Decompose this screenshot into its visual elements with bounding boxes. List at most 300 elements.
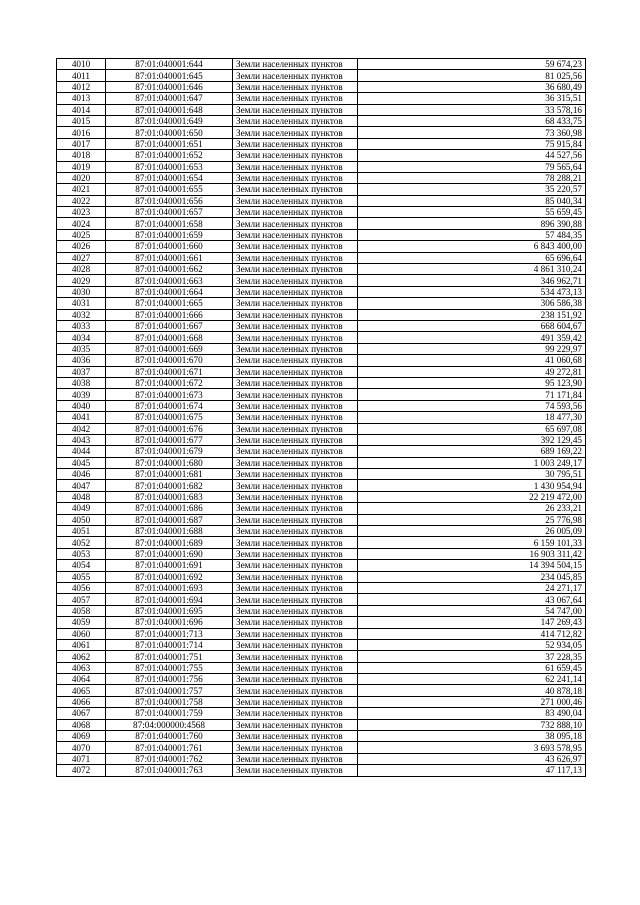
cadastral-value-cell: 3 693 578,95 xyxy=(358,742,586,753)
cadastral-number-cell: 87:01:040001:714 xyxy=(106,639,233,650)
cadastral-number-cell: 87:01:040001:671 xyxy=(106,366,233,377)
row-number-cell: 4054 xyxy=(57,560,106,571)
land-category-cell: Земли населенных пунктов xyxy=(233,343,358,354)
table-row xyxy=(57,628,586,639)
cadastral-value-cell: 55 659,45 xyxy=(358,207,586,218)
land-category-cell: Земли населенных пунктов xyxy=(233,59,358,70)
cadastral-value-cell: 61 659,45 xyxy=(358,662,586,673)
table-row xyxy=(57,719,586,730)
row-number-cell: 4013 xyxy=(57,93,106,104)
cadastral-value-cell: 71 171,84 xyxy=(358,389,586,400)
cadastral-number-cell: 87:01:040001:657 xyxy=(106,207,233,218)
row-number-cell: 4024 xyxy=(57,218,106,229)
cadastral-value-cell: 85 040,34 xyxy=(358,195,586,206)
cadastral-number-cell: 87:01:040001:690 xyxy=(106,548,233,559)
cadastral-number-cell: 87:01:040001:759 xyxy=(106,708,233,719)
table-row xyxy=(57,742,586,753)
cadastral-number-cell: 87:01:040001:677 xyxy=(106,434,233,445)
row-number-cell: 4060 xyxy=(57,628,106,639)
land-category-cell: Земли населенных пунктов xyxy=(233,605,358,616)
table-row xyxy=(57,195,586,206)
cadastral-number-cell: 87:01:040001:669 xyxy=(106,343,233,354)
row-number-cell: 4050 xyxy=(57,514,106,525)
row-number-cell: 4043 xyxy=(57,434,106,445)
table-row xyxy=(57,685,586,696)
row-number-cell: 4048 xyxy=(57,491,106,502)
row-number-cell: 4070 xyxy=(57,742,106,753)
row-number-cell: 4069 xyxy=(57,731,106,742)
row-number-cell: 4055 xyxy=(57,571,106,582)
cadastral-number-cell: 87:01:040001:696 xyxy=(106,617,233,628)
land-category-cell: Земли населенных пунктов xyxy=(233,469,358,480)
cadastral-number-cell: 87:01:040001:758 xyxy=(106,696,233,707)
cadastral-number-cell: 87:01:040001:713 xyxy=(106,628,233,639)
land-category-cell: Земли населенных пунктов xyxy=(233,708,358,719)
cadastral-number-cell: 87:01:040001:760 xyxy=(106,731,233,742)
cadastral-value-cell: 238 151,92 xyxy=(358,309,586,320)
table-row xyxy=(57,446,586,457)
land-category-cell: Земли населенных пунктов xyxy=(233,218,358,229)
cadastral-number-cell: 87:01:040001:755 xyxy=(106,662,233,673)
table-row xyxy=(57,377,586,388)
cadastral-number-cell: 87:01:040001:693 xyxy=(106,582,233,593)
cadastral-value-cell: 534 473,13 xyxy=(358,286,586,297)
land-category-cell: Земли населенных пунктов xyxy=(233,731,358,742)
cadastral-value-cell: 81 025,56 xyxy=(358,70,586,81)
row-number-cell: 4032 xyxy=(57,309,106,320)
cadastral-number-cell: 87:01:040001:653 xyxy=(106,161,233,172)
cadastral-value-cell: 689 169,22 xyxy=(358,446,586,457)
cadastral-value-cell: 62 241,14 xyxy=(358,674,586,685)
cadastral-number-cell: 87:01:040001:667 xyxy=(106,320,233,331)
land-category-cell: Земли населенных пунктов xyxy=(233,753,358,764)
land-category-cell: Земли населенных пунктов xyxy=(233,275,358,286)
row-number-cell: 4015 xyxy=(57,115,106,126)
table-row xyxy=(57,526,586,537)
cadastral-number-cell: 87:01:040001:694 xyxy=(106,594,233,605)
land-category-cell: Земли населенных пунктов xyxy=(233,172,358,183)
land-category-cell: Земли населенных пунктов xyxy=(233,526,358,537)
cadastral-value-cell: 78 288,21 xyxy=(358,172,586,183)
land-category-cell: Земли населенных пунктов xyxy=(233,286,358,297)
land-category-cell: Земли населенных пунктов xyxy=(233,264,358,275)
cadastral-number-cell: 87:01:040001:645 xyxy=(106,70,233,81)
table-row xyxy=(57,514,586,525)
cadastral-number-cell: 87:01:040001:666 xyxy=(106,309,233,320)
table-row xyxy=(57,309,586,320)
land-category-cell: Земли населенных пунктов xyxy=(233,674,358,685)
table-row xyxy=(57,639,586,650)
row-number-cell: 4034 xyxy=(57,332,106,343)
cadastral-number-cell: 87:01:040001:692 xyxy=(106,571,233,582)
land-category-cell: Земли населенных пунктов xyxy=(233,366,358,377)
cadastral-value-cell: 37 228,35 xyxy=(358,651,586,662)
row-number-cell: 4022 xyxy=(57,195,106,206)
cadastral-number-cell: 87:01:040001:761 xyxy=(106,742,233,753)
table-row xyxy=(57,207,586,218)
row-number-cell: 4012 xyxy=(57,81,106,92)
table-row xyxy=(57,389,586,400)
row-number-cell: 4072 xyxy=(57,765,106,776)
cadastral-value-cell: 18 477,30 xyxy=(358,412,586,423)
cadastral-number-cell: 87:01:040001:654 xyxy=(106,172,233,183)
row-number-cell: 4030 xyxy=(57,286,106,297)
row-number-cell: 4042 xyxy=(57,423,106,434)
table-row xyxy=(57,696,586,707)
row-number-cell: 4014 xyxy=(57,104,106,115)
table-row xyxy=(57,412,586,423)
cadastral-number-cell: 87:01:040001:691 xyxy=(106,560,233,571)
table-row xyxy=(57,275,586,286)
cadastral-number-cell: 87:01:040001:656 xyxy=(106,195,233,206)
land-category-cell: Земли населенных пунктов xyxy=(233,93,358,104)
row-number-cell: 4016 xyxy=(57,127,106,138)
cadastral-value-cell: 99 229,97 xyxy=(358,343,586,354)
cadastral-number-cell: 87:01:040001:686 xyxy=(106,503,233,514)
cadastral-value-cell: 896 390,88 xyxy=(358,218,586,229)
cadastral-number-cell: 87:01:040001:688 xyxy=(106,526,233,537)
land-category-cell: Земли населенных пунктов xyxy=(233,184,358,195)
cadastral-value-cell: 33 578,16 xyxy=(358,104,586,115)
land-category-cell: Земли населенных пунктов xyxy=(233,195,358,206)
cadastral-number-cell: 87:01:040001:651 xyxy=(106,138,233,149)
land-category-cell: Земли населенных пунктов xyxy=(233,161,358,172)
land-category-cell: Земли населенных пунктов xyxy=(233,320,358,331)
land-category-cell: Земли населенных пунктов xyxy=(233,582,358,593)
land-category-cell: Земли населенных пунктов xyxy=(233,150,358,161)
cadastral-value-cell: 57 484,35 xyxy=(358,229,586,240)
table-row xyxy=(57,582,586,593)
table-row xyxy=(57,594,586,605)
cadastral-value-cell: 65 696,64 xyxy=(358,252,586,263)
cadastral-value-cell: 83 490,04 xyxy=(358,708,586,719)
cadastral-value-cell: 346 962,71 xyxy=(358,275,586,286)
land-category-cell: Земли населенных пунктов xyxy=(233,639,358,650)
cadastral-value-cell: 65 697,08 xyxy=(358,423,586,434)
land-category-cell: Земли населенных пунктов xyxy=(233,446,358,457)
cadastral-number-cell: 87:01:040001:648 xyxy=(106,104,233,115)
cadastral-number-cell: 87:01:040001:679 xyxy=(106,446,233,457)
land-category-cell: Земли населенных пунктов xyxy=(233,560,358,571)
table-row xyxy=(57,434,586,445)
cadastral-value-cell: 414 712,82 xyxy=(358,628,586,639)
cadastral-value-cell: 14 394 504,15 xyxy=(358,560,586,571)
table-row xyxy=(57,59,586,70)
row-number-cell: 4021 xyxy=(57,184,106,195)
land-category-cell: Земли населенных пунктов xyxy=(233,241,358,252)
cadastral-number-cell: 87:01:040001:670 xyxy=(106,355,233,366)
cadastral-number-cell: 87:01:040001:673 xyxy=(106,389,233,400)
land-category-cell: Земли населенных пунктов xyxy=(233,298,358,309)
row-number-cell: 4010 xyxy=(57,59,106,70)
row-number-cell: 4059 xyxy=(57,617,106,628)
table-row xyxy=(57,138,586,149)
cadastral-number-cell: 87:01:040001:661 xyxy=(106,252,233,263)
row-number-cell: 4047 xyxy=(57,480,106,491)
row-number-cell: 4064 xyxy=(57,674,106,685)
cadastral-value-cell: 68 433,75 xyxy=(358,115,586,126)
cadastral-value-cell: 36 315,51 xyxy=(358,93,586,104)
row-number-cell: 4035 xyxy=(57,343,106,354)
table-row xyxy=(57,252,586,263)
land-category-cell: Земли населенных пунктов xyxy=(233,503,358,514)
cadastral-value-cell: 35 220,57 xyxy=(358,184,586,195)
table-row xyxy=(57,127,586,138)
land-category-cell: Земли населенных пунктов xyxy=(233,719,358,730)
land-category-cell: Земли населенных пунктов xyxy=(233,207,358,218)
row-number-cell: 4049 xyxy=(57,503,106,514)
land-category-cell: Земли населенных пунктов xyxy=(233,412,358,423)
cadastral-number-cell: 87:01:040001:647 xyxy=(106,93,233,104)
cadastral-value-cell: 49 272,81 xyxy=(358,366,586,377)
row-number-cell: 4018 xyxy=(57,150,106,161)
table-row xyxy=(57,229,586,240)
land-category-cell: Земли населенных пунктов xyxy=(233,81,358,92)
land-category-cell: Земли населенных пунктов xyxy=(233,571,358,582)
table-row xyxy=(57,708,586,719)
cadastral-value-cell: 52 934,05 xyxy=(358,639,586,650)
cadastral-number-cell: 87:01:040001:751 xyxy=(106,651,233,662)
cadastral-value-cell: 24 271,17 xyxy=(358,582,586,593)
table-row xyxy=(57,651,586,662)
table-row xyxy=(57,184,586,195)
row-number-cell: 4017 xyxy=(57,138,106,149)
row-number-cell: 4023 xyxy=(57,207,106,218)
table-row xyxy=(57,70,586,81)
row-number-cell: 4027 xyxy=(57,252,106,263)
table-row xyxy=(57,241,586,252)
table-row xyxy=(57,480,586,491)
row-number-cell: 4033 xyxy=(57,320,106,331)
row-number-cell: 4044 xyxy=(57,446,106,457)
row-number-cell: 4057 xyxy=(57,594,106,605)
land-category-cell: Земли населенных пунктов xyxy=(233,628,358,639)
land-category-cell: Земли населенных пунктов xyxy=(233,252,358,263)
cadastral-value-cell: 44 527,56 xyxy=(358,150,586,161)
row-number-cell: 4039 xyxy=(57,389,106,400)
table-row xyxy=(57,93,586,104)
cadastral-value-cell: 491 359,42 xyxy=(358,332,586,343)
land-category-cell: Земли населенных пунктов xyxy=(233,377,358,388)
cadastral-value-cell: 732 888,10 xyxy=(358,719,586,730)
table-row xyxy=(57,491,586,502)
cadastral-number-cell: 87:01:040001:664 xyxy=(106,286,233,297)
cadastral-value-cell: 25 776,98 xyxy=(358,514,586,525)
table-row xyxy=(57,605,586,616)
land-category-cell: Земли населенных пунктов xyxy=(233,537,358,548)
cadastral-value-cell: 75 915,84 xyxy=(358,138,586,149)
cadastral-value-cell: 79 565,64 xyxy=(358,161,586,172)
row-number-cell: 4045 xyxy=(57,457,106,468)
cadastral-value-cell: 147 269,43 xyxy=(358,617,586,628)
row-number-cell: 4026 xyxy=(57,241,106,252)
cadastral-number-cell: 87:01:040001:659 xyxy=(106,229,233,240)
table-row xyxy=(57,355,586,366)
land-category-cell: Земли населенных пунктов xyxy=(233,685,358,696)
cadastral-number-cell: 87:01:040001:676 xyxy=(106,423,233,434)
cadastral-value-cell: 43 626,97 xyxy=(358,753,586,764)
row-number-cell: 4025 xyxy=(57,229,106,240)
cadastral-number-cell: 87:01:040001:762 xyxy=(106,753,233,764)
cadastral-value-cell: 30 795,51 xyxy=(358,469,586,480)
row-number-cell: 4040 xyxy=(57,400,106,411)
table-row xyxy=(57,537,586,548)
table-row xyxy=(57,218,586,229)
cadastral-value-cell: 47 117,13 xyxy=(358,765,586,776)
land-category-cell: Земли населенных пунктов xyxy=(233,332,358,343)
cadastral-value-cell: 43 067,64 xyxy=(358,594,586,605)
cadastral-value-cell: 668 604,67 xyxy=(358,320,586,331)
land-category-cell: Земли населенных пунктов xyxy=(233,480,358,491)
row-number-cell: 4065 xyxy=(57,685,106,696)
row-number-cell: 4067 xyxy=(57,708,106,719)
table-row xyxy=(57,320,586,331)
table-row xyxy=(57,332,586,343)
cadastral-number-cell: 87:01:040001:695 xyxy=(106,605,233,616)
row-number-cell: 4019 xyxy=(57,161,106,172)
table-row xyxy=(57,366,586,377)
land-category-cell: Земли населенных пунктов xyxy=(233,594,358,605)
land-category-cell: Земли населенных пунктов xyxy=(233,104,358,115)
row-number-cell: 4036 xyxy=(57,355,106,366)
row-number-cell: 4038 xyxy=(57,377,106,388)
land-category-cell: Земли населенных пунктов xyxy=(233,651,358,662)
row-number-cell: 4011 xyxy=(57,70,106,81)
cadastral-number-cell: 87:01:040001:658 xyxy=(106,218,233,229)
row-number-cell: 4046 xyxy=(57,469,106,480)
land-category-cell: Земли населенных пунктов xyxy=(233,514,358,525)
table-row xyxy=(57,731,586,742)
table-row xyxy=(57,457,586,468)
cadastral-number-cell: 87:01:040001:683 xyxy=(106,491,233,502)
cadastral-number-cell: 87:01:040001:689 xyxy=(106,537,233,548)
cadastral-number-cell: 87:01:040001:674 xyxy=(106,400,233,411)
row-number-cell: 4028 xyxy=(57,264,106,275)
cadastral-number-cell: 87:01:040001:680 xyxy=(106,457,233,468)
row-number-cell: 4031 xyxy=(57,298,106,309)
row-number-cell: 4041 xyxy=(57,412,106,423)
table-row xyxy=(57,662,586,673)
land-category-cell: Земли населенных пунктов xyxy=(233,491,358,502)
cadastral-number-cell: 87:01:040001:756 xyxy=(106,674,233,685)
cadastral-number-cell: 87:01:040001:757 xyxy=(106,685,233,696)
table-row xyxy=(57,264,586,275)
land-category-cell: Земли населенных пунктов xyxy=(233,696,358,707)
row-number-cell: 4063 xyxy=(57,662,106,673)
cadastral-value-cell: 40 878,18 xyxy=(358,685,586,696)
land-category-cell: Земли населенных пунктов xyxy=(233,127,358,138)
row-number-cell: 4062 xyxy=(57,651,106,662)
cadastral-value-cell: 4 861 310,24 xyxy=(358,264,586,275)
row-number-cell: 4020 xyxy=(57,172,106,183)
land-category-cell: Земли населенных пунктов xyxy=(233,355,358,366)
cadastral-value-cell: 6 843 400,00 xyxy=(358,241,586,252)
cadastral-value-cell: 36 680,49 xyxy=(358,81,586,92)
cadastral-value-cell: 54 747,00 xyxy=(358,605,586,616)
land-category-cell: Земли населенных пунктов xyxy=(233,389,358,400)
table-body xyxy=(57,59,586,777)
land-category-cell: Земли населенных пунктов xyxy=(233,617,358,628)
table-row xyxy=(57,753,586,764)
cadastral-value-cell: 73 360,98 xyxy=(358,127,586,138)
land-category-cell: Земли населенных пунктов xyxy=(233,434,358,445)
land-category-cell: Земли населенных пунктов xyxy=(233,400,358,411)
table-row xyxy=(57,400,586,411)
row-number-cell: 4058 xyxy=(57,605,106,616)
cadastral-number-cell: 87:01:040001:682 xyxy=(106,480,233,491)
cadastral-number-cell: 87:01:040001:646 xyxy=(106,81,233,92)
cadastral-value-cell: 95 123,90 xyxy=(358,377,586,388)
table-row xyxy=(57,548,586,559)
land-category-cell: Земли населенных пунктов xyxy=(233,765,358,776)
table-row xyxy=(57,674,586,685)
table-row xyxy=(57,343,586,354)
table-row xyxy=(57,469,586,480)
land-category-cell: Земли населенных пунктов xyxy=(233,662,358,673)
table-row xyxy=(57,104,586,115)
cadastral-number-cell: 87:01:040001:660 xyxy=(106,241,233,252)
table-row xyxy=(57,298,586,309)
cadastral-number-cell: 87:01:040001:649 xyxy=(106,115,233,126)
table-row xyxy=(57,503,586,514)
land-category-cell: Земли населенных пунктов xyxy=(233,423,358,434)
cadastral-value-cell: 41 060,68 xyxy=(358,355,586,366)
row-number-cell: 4029 xyxy=(57,275,106,286)
row-number-cell: 4068 xyxy=(57,719,106,730)
cadastral-value-cell: 1 003 249,17 xyxy=(358,457,586,468)
cadastral-number-cell: 87:01:040001:681 xyxy=(106,469,233,480)
cadastral-number-cell: 87:01:040001:655 xyxy=(106,184,233,195)
cadastral-value-cell: 6 159 101,33 xyxy=(358,537,586,548)
cadastral-number-cell: 87:01:040001:687 xyxy=(106,514,233,525)
cadastral-number-cell: 87:01:040001:668 xyxy=(106,332,233,343)
table-row xyxy=(57,286,586,297)
cadastral-value-cell: 59 674,23 xyxy=(358,59,586,70)
cadastral-number-cell: 87:01:040001:644 xyxy=(106,59,233,70)
land-category-cell: Земли населенных пунктов xyxy=(233,138,358,149)
land-category-cell: Земли населенных пунктов xyxy=(233,548,358,559)
table-row xyxy=(57,150,586,161)
table-row xyxy=(57,560,586,571)
cadastral-value-cell: 1 430 954,94 xyxy=(358,480,586,491)
cadastral-value-cell: 74 593,56 xyxy=(358,400,586,411)
table-row xyxy=(57,571,586,582)
row-number-cell: 4061 xyxy=(57,639,106,650)
land-category-cell: Земли населенных пунктов xyxy=(233,70,358,81)
row-number-cell: 4053 xyxy=(57,548,106,559)
cadastral-value-cell: 26 005,09 xyxy=(358,526,586,537)
cadastral-number-cell: 87:01:040001:652 xyxy=(106,150,233,161)
table-row xyxy=(57,172,586,183)
land-category-cell: Земли населенных пунктов xyxy=(233,309,358,320)
table-row xyxy=(57,423,586,434)
cadastral-value-cell: 392 129,45 xyxy=(358,434,586,445)
cadastral-value-table xyxy=(56,58,586,777)
row-number-cell: 4037 xyxy=(57,366,106,377)
cadastral-number-cell: 87:01:040001:763 xyxy=(106,765,233,776)
row-number-cell: 4056 xyxy=(57,582,106,593)
cadastral-value-cell: 271 000,46 xyxy=(358,696,586,707)
cadastral-number-cell: 87:04:000000:4568 xyxy=(106,719,233,730)
cadastral-number-cell: 87:01:040001:662 xyxy=(106,264,233,275)
table-row xyxy=(57,617,586,628)
cadastral-value-cell: 16 903 311,42 xyxy=(358,548,586,559)
land-category-cell: Земли населенных пунктов xyxy=(233,115,358,126)
cadastral-number-cell: 87:01:040001:663 xyxy=(106,275,233,286)
land-category-cell: Земли населенных пунктов xyxy=(233,457,358,468)
cadastral-number-cell: 87:01:040001:665 xyxy=(106,298,233,309)
cadastral-number-cell: 87:01:040001:650 xyxy=(106,127,233,138)
